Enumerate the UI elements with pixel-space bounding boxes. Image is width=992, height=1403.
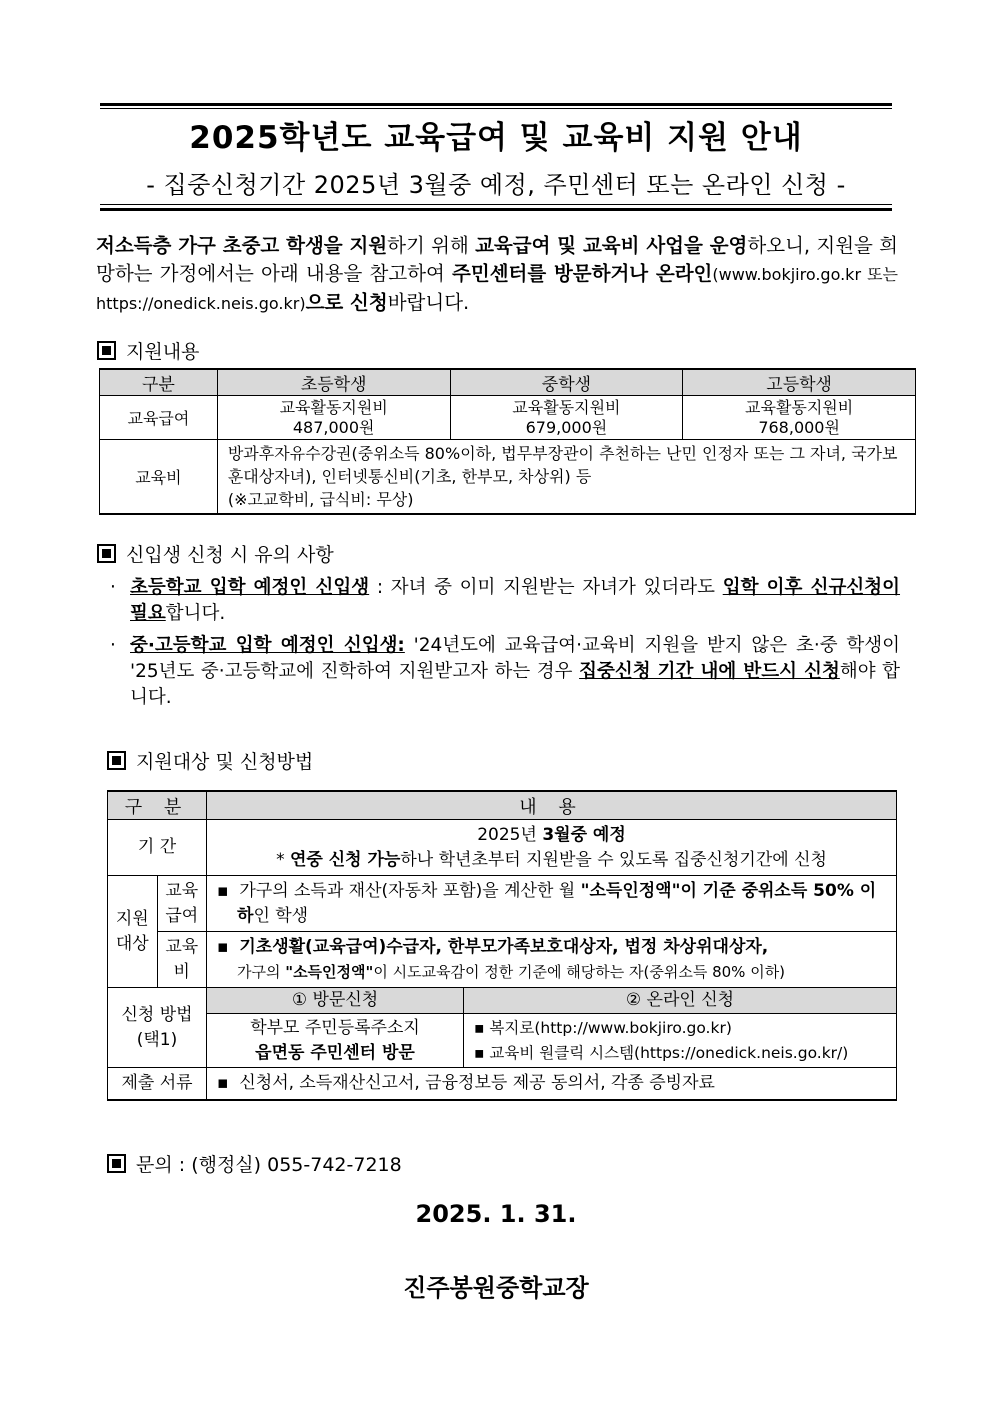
square-bullet-icon	[97, 341, 116, 360]
caution-list	[110, 575, 900, 717]
document-date: 2025. 1. 31.	[415, 1200, 577, 1228]
page-subtitle: - 집중신청기간 2025년 3월중 예정, 주민센터 또는 온라인 신청 -	[146, 171, 846, 199]
section-target-heading: 지원대상 및 신청방법	[107, 747, 313, 774]
inquiry-line: 문의 : (행정실) 055-742-7218	[107, 1150, 402, 1177]
square-bullet-icon	[97, 544, 116, 563]
page-title: 2025학년도 교육급여 및 교육비 지원 안내	[189, 120, 803, 156]
support-table: 구분 초등학생 중학생 고등학생 교육급여 교육활동지원비 487,000원 교육활동지원비 679,000원 교육활동지원비 768,000원 교육비 방과후자유수강권(중위소득 80%이하, 법무부장관이 추천하는 난민 인정자 또는 그 자녀, 국가보훈대상자녀), 인터넷통신비(기초, 한부모, 차상위) 등 (※고교학비, 급식비: 무상)	[99, 368, 916, 515]
square-bullet-icon	[107, 1154, 126, 1173]
square-bullet-icon	[107, 751, 126, 770]
header-rule-bottom	[100, 208, 892, 211]
header-rule-bottom-thin	[100, 204, 892, 205]
target-method-table: 구 분 내 용 기 간 2025년 3월중 예정 * 연중 신청 가능하나 학년초부터 지원받을 수 있도록 집중신청기간에 신청 지원 대상 교육 급여 ▪ 가구의 소득과 재산(자동차 포함)을 계산한 월 "소득인정액"이 기준 중위소득 50% 이하인 학생 교육 비 ▪ 기초생활(교육급여)수급자, 한부모가족보호대상자, 법정 차상위대상자, 가구의 "소득인정액"이 시도교육감이 정한 기준에 해당하는 자(중위소득 80% 이하) 신청 방법 (택1) ① 방문신청 ② 온라인 신청 학부모 주민등록주소지 읍면동 주민센터 방문 ▪ 복지로(http://www.bokjiro.go.kr) ▪ 교육비 원클릭 시스템(https://onedick.neis.go.kr/) 제출 서류 ▪ 신청서, 소득재산신고서, 금융정보등 제공 동의서, 각종 증빙자료	[107, 790, 897, 1101]
section-caution-heading: 신입생 신청 시 유의 사항	[97, 540, 334, 567]
header-rule-top-thin	[100, 108, 892, 109]
header-rule-top	[100, 103, 892, 106]
section-support-heading: 지원내용	[97, 337, 199, 364]
signature: 진주봉원중학교장	[403, 1274, 589, 1302]
list-item: · 초등학교 입학 예정인 신입생 : 자녀 중 이미 지원받는 자녀가 있더라도 입학 이후 신규신청이 필요합니다.	[110, 577, 901, 624]
intro-paragraph: 저소득층 가구 초중고 학생을 지원하기 위해 교육급여 및 교육비 사업을 운영하오니, 지원을 희망하는 가정에서는 아래 내용을 참고하여 주민센터를 방문하거나 온라인(www.bokjiro.go.kr 또는 https://onedick.neis.go.kr)으로 신청바랍니다.	[96, 234, 898, 314]
list-item: · 중·고등학교 입학 예정인 신입생: '24년도에 교육급여·교육비 지원을 받지 않은 초·중 학생이 '25년도 중·고등학교에 진학하여 지원받고자 하는 경우 집중신청 기간 내에 반드시 신청해야 합니다.	[110, 635, 901, 708]
